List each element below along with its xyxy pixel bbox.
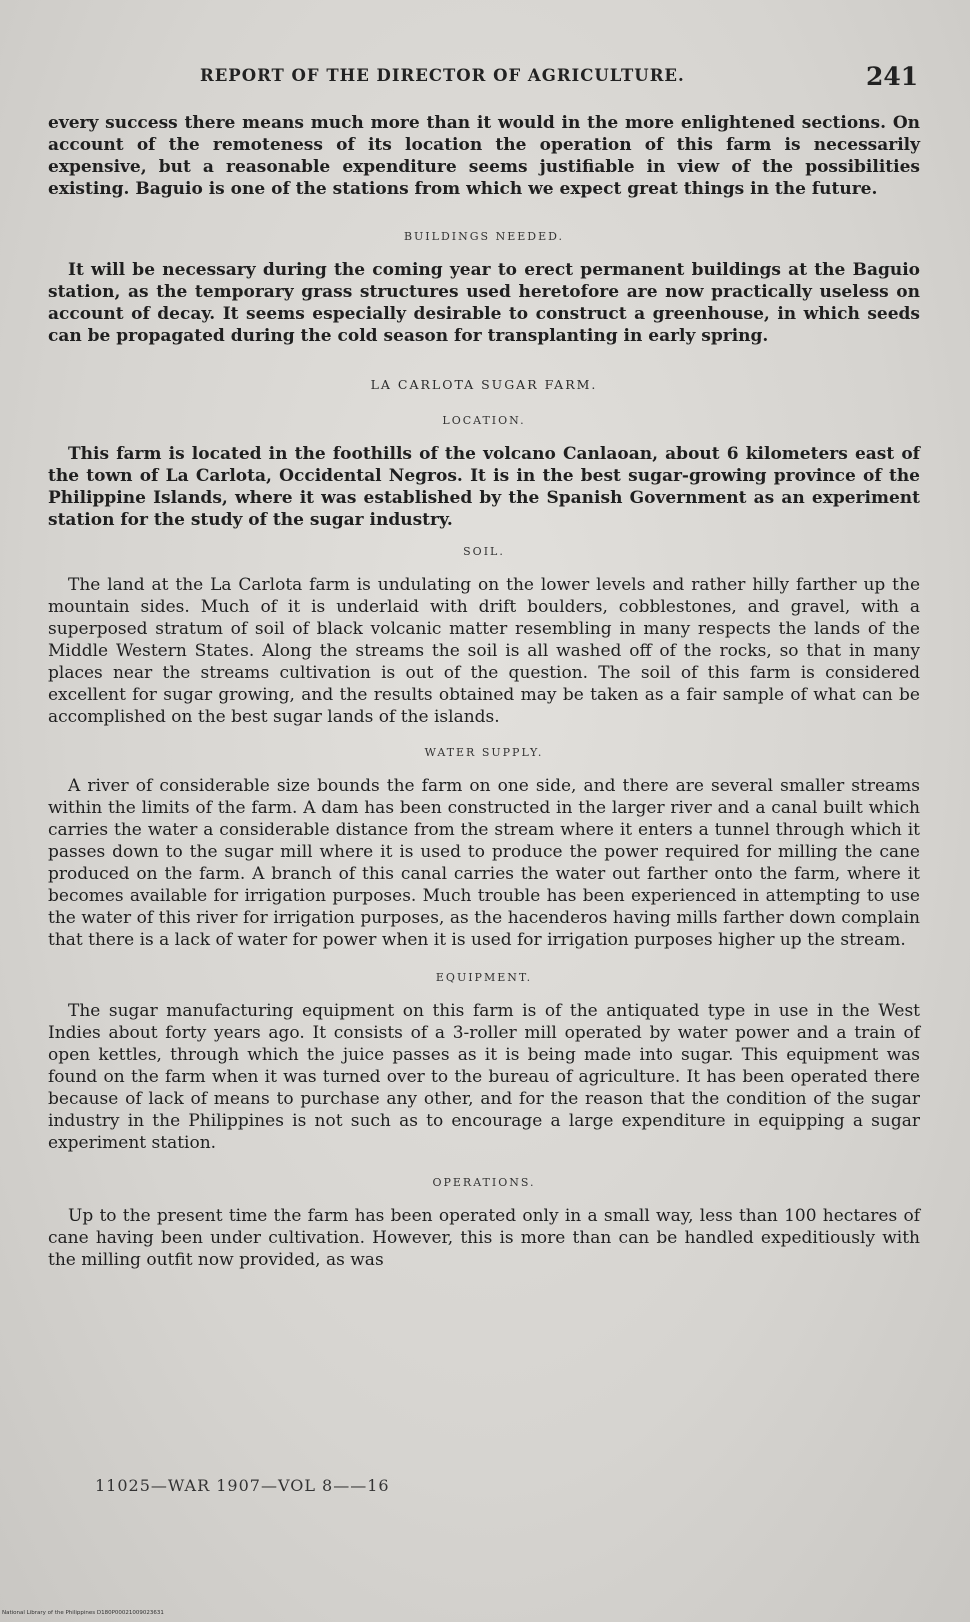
buildings-needed-heading: BUILDINGS NEEDED. bbox=[403, 230, 565, 243]
library-credit: National Library of the Philippines D180P00021009023631 bbox=[2, 1610, 164, 1616]
page-number: 241 bbox=[866, 62, 919, 91]
equipment-heading: EQUIPMENT. bbox=[435, 971, 533, 984]
intro-paragraph: every success there means much more than it would in the more enlightened sections. On account of the remoteness of its location the operation of this farm is necessarily expensive, but a reasonable expenditure seems justifiable in view of the possibilities existing. Baguio is one of the stations from which we expect great things in the future. bbox=[48, 113, 920, 199]
location-paragraph: This farm is located in the foothills of the volcano Canlaoan, about 6 kilometers east of the town of La Carlota, Occidental Negros. It is in the best sugar-growing province of the Philippine Islands, where it was established by the Spanish Government as an experiment station for the study of the sugar industry. bbox=[48, 444, 920, 530]
page-body bbox=[48, 112, 920, 1271]
operations-heading: OPERATIONS. bbox=[432, 1176, 536, 1189]
running-title: REPORT OF THE DIRECTOR OF AGRICULTURE. bbox=[200, 66, 685, 85]
operations-paragraph: Up to the present time the farm has been operated only in a small way, less than 100 hectares of cane having been under cultivation. However, this is more than can be handled expeditiously with the milling outfit now provided, as was bbox=[48, 1206, 920, 1270]
soil-heading: SOIL. bbox=[463, 545, 505, 558]
printer-signature: 11025—WAR 1907—VOL 8——16 bbox=[95, 1476, 390, 1495]
buildings-paragraph: It will be necessary during the coming year to erect permanent buildings at the Baguio station, as the temporary grass structures used heretofore are now practically useless on account of decay. It seems especially desirable to construct a greenhouse, in which seeds can be propagated during the cold season for transplanting in early spring. bbox=[48, 260, 920, 346]
soil-paragraph: The land at the La Carlota farm is undulating on the lower levels and rather hilly farther up the mountain sides. Much of it is underlaid with drift boulders, cobblestones, and gravel, with a superposed stratum of soil of black volcanic matter resembling in many respects the lands of the Middle Western States. Along the streams the soil is all washed off of the rocks, so that in many places near the streams cultivation is out of the question. The soil of this farm is considered excellent for sugar growing, and the results obtained may be taken as a fair sample of what can be accomplished on the best sugar lands of the islands. bbox=[48, 575, 920, 727]
equipment-paragraph: The sugar manufacturing equipment on this farm is of the antiquated type in use in the West Indies about forty years ago. It consists of a 3-roller mill operated by water power and a train of open kettles, through which the juice passes as it is being made into sugar. This equipment was found on the farm when it was turned over to the bureau of agriculture. It has been operated there because of lack of means to purchase any other, and for the reason that the condition of the sugar industry in the Philippines is not such as to encourage a large expenditure in equipping a sugar experiment station. bbox=[48, 1001, 920, 1153]
water-supply-heading: WATER SUPPLY. bbox=[424, 746, 544, 759]
la-carlota-heading: LA CARLOTA SUGAR FARM. bbox=[370, 377, 598, 392]
water-supply-paragraph: A river of considerable size bounds the farm on one side, and there are several smaller streams within the limits of the farm. A dam has been constructed in the larger river and a canal built which carries the water a considerable distance from the stream where it enters a tunnel through which it passes down to the sugar mill where it is used to produce the power required for milling the cane produced on the farm. A branch of this canal carries the water out farther onto the farm, where it becomes available for irrigation purposes. Much trouble has been experienced in attempting to use the water of this river for irrigation purposes, as the hacenderos having mills farther down complain that there is a lack of water for power when it is used for irrigation purposes higher up the stream. bbox=[48, 776, 920, 950]
location-heading: LOCATION. bbox=[442, 414, 526, 427]
page-header bbox=[0, 64, 970, 104]
